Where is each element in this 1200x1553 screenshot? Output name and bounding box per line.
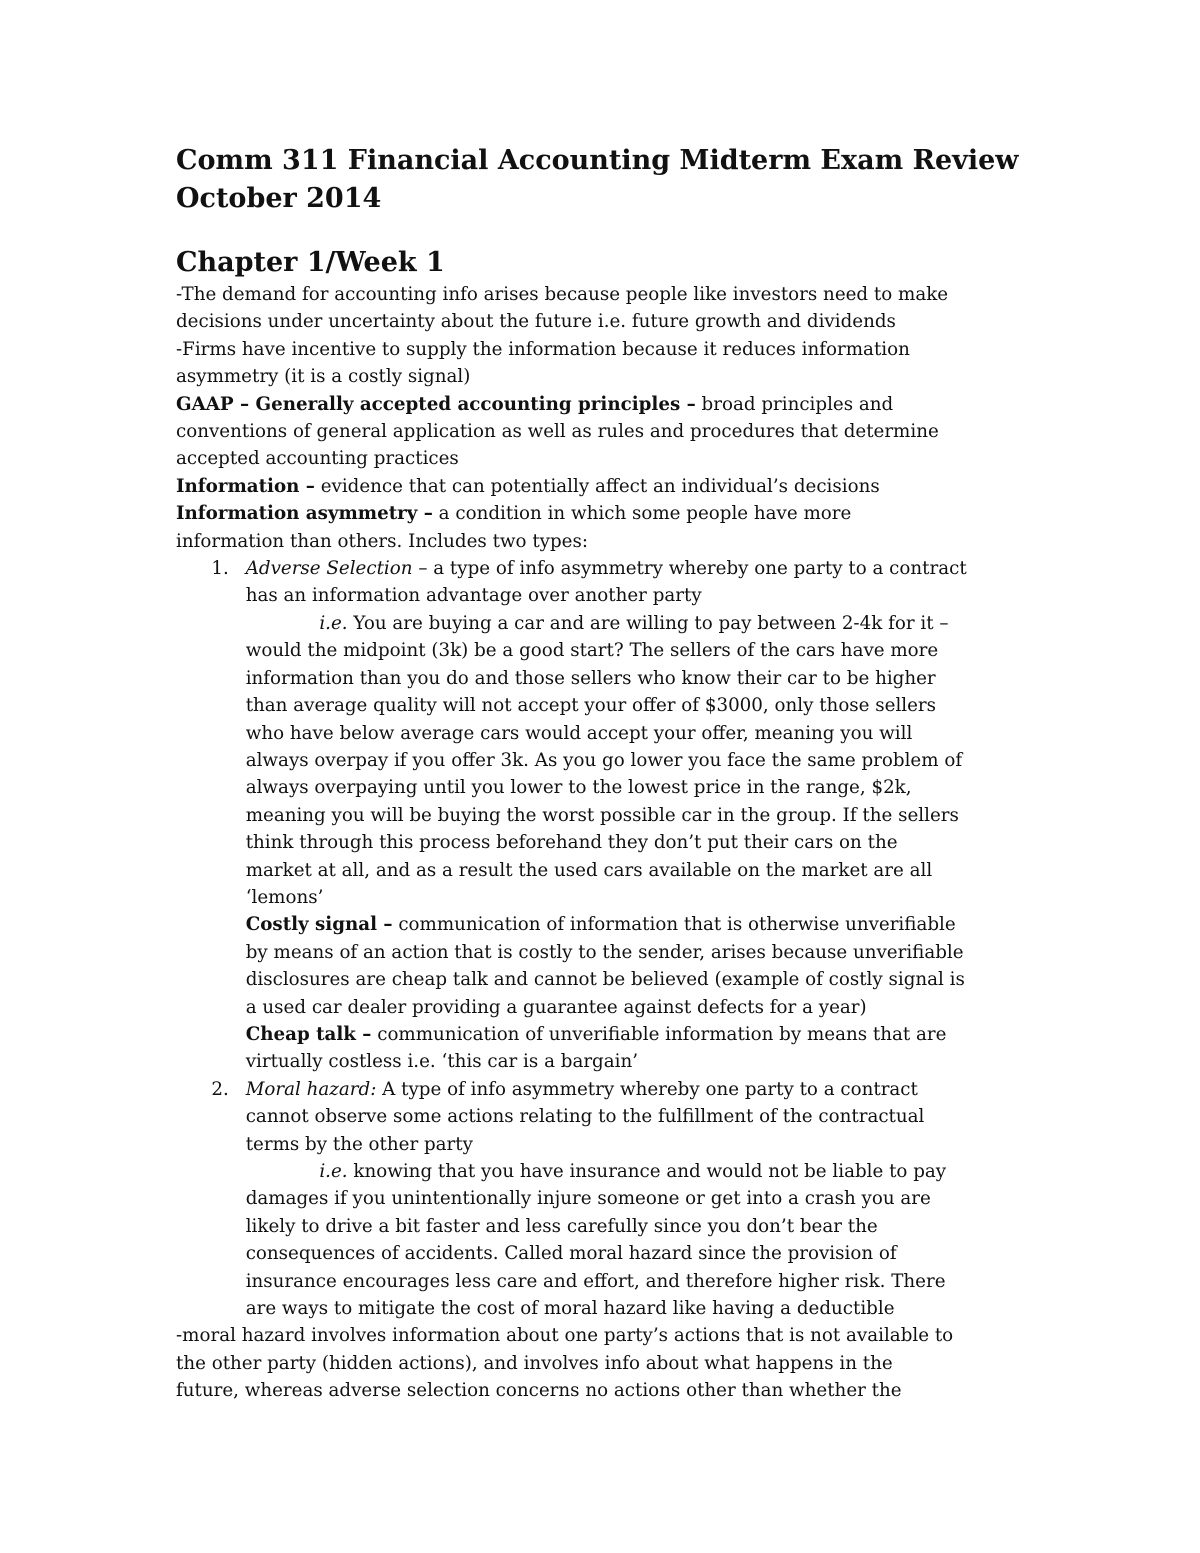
adverse-selection-text: – a type of info asymmetry whereby one party to a contract bbox=[412, 558, 967, 580]
example-ie: i.e. bbox=[319, 1161, 348, 1182]
costly-signal-line: disclosures are cheap talk and cannot be believed (example of costly signal is bbox=[245, 969, 965, 991]
example-line: information than you do and those sellers who know their car to be higher bbox=[245, 667, 936, 689]
information-text: evidence that can potentially affect an individual’s decisions bbox=[314, 475, 880, 497]
example-line: who have below average cars would accept your offer, meaning you will bbox=[245, 722, 913, 744]
title-line-2: October 2014 bbox=[176, 183, 382, 214]
example-line: likely to drive a bit faster and less carefully since you don’t bear the bbox=[245, 1215, 878, 1237]
example-line: than average quality will not accept your offer of $3000, only those sellers bbox=[245, 695, 937, 717]
moral-hazard-text: A type of info asymmetry whereby one party to a contract bbox=[376, 1078, 918, 1100]
costly-signal-definition bbox=[176, 911, 1040, 938]
moral-hazard-term: Moral hazard: bbox=[245, 1078, 377, 1100]
closing-line: -moral hazard involves information about one party’s actions that is not available to bbox=[176, 1325, 954, 1347]
info-asymmetry-line: information than others. Includes two types: bbox=[176, 530, 588, 552]
cheap-talk-line: virtually costless i.e. ‘this car is a bargain’ bbox=[245, 1051, 639, 1073]
example-line: consequences of accidents. Called moral hazard since the provision of bbox=[245, 1243, 897, 1265]
example-line: think through this process beforehand they don’t put their cars on the bbox=[245, 832, 898, 854]
intro-line: -The demand for accounting info arises because people like investors need to make bbox=[176, 284, 949, 305]
intro-line: asymmetry (it is a costly signal) bbox=[176, 366, 471, 388]
example-line: meaning you will be buying the worst possible car in the group. If the sellers bbox=[245, 804, 959, 826]
document-title bbox=[176, 142, 1076, 218]
document-body bbox=[176, 281, 1056, 1405]
example-line: are ways to mitigate the cost of moral hazard like having a deductible bbox=[245, 1298, 895, 1320]
cheap-talk-definition bbox=[176, 1021, 1040, 1048]
example-line: ‘lemons’ bbox=[245, 886, 324, 908]
example-line: always overpaying until you lower to the lowest price in the range, $2k, bbox=[245, 777, 912, 799]
example-line: always overpay if you offer 3k. As you go lower you face the same problem of bbox=[245, 749, 963, 771]
example-line: would the midpoint (3k) be a good start? The sellers of the cars have more bbox=[245, 640, 939, 662]
information-definition bbox=[176, 473, 1040, 500]
adverse-selection-term: Adverse Selection bbox=[245, 558, 413, 580]
gaap-line: conventions of general application as well as rules and procedures that determine bbox=[176, 421, 939, 443]
moral-hazard-line: cannot observe some actions relating to the fulfillment of the contractual bbox=[245, 1106, 925, 1128]
gaap-definition bbox=[176, 391, 1040, 418]
info-asymmetry-text: a condition in which some people have more bbox=[432, 503, 852, 525]
intro-line: decisions under uncertainty about the future i.e. future growth and dividends bbox=[176, 311, 896, 333]
closing-line: future, whereas adverse selection concerns no actions other than whether the bbox=[176, 1380, 902, 1402]
costly-signal-line: by means of an action that is costly to the sender, arises because unverifiable bbox=[245, 941, 964, 963]
example-line: insurance encourages less care and effort, and therefore higher risk. There bbox=[245, 1270, 946, 1292]
example-line: damages if you unintentionally injure someone or get into a crash you are bbox=[245, 1188, 931, 1210]
example-line: market at all, and as a result the used cars available on the market are all bbox=[245, 859, 933, 881]
adverse-selection-line: has an information advantage over another party bbox=[245, 585, 702, 607]
example-text: You are buying a car and are willing to pay between 2-4k for it – bbox=[347, 612, 949, 634]
list-number: 1. bbox=[211, 558, 229, 580]
information-term: Information – bbox=[176, 475, 315, 497]
moral-hazard-example bbox=[176, 1158, 1040, 1185]
list-item-adverse-selection bbox=[176, 555, 1040, 582]
adverse-selection-example bbox=[176, 610, 1040, 637]
gaap-term: GAAP – Generally accepted accounting principles – bbox=[176, 393, 696, 415]
example-ie: i.e. bbox=[319, 612, 348, 634]
cheap-talk-text: communication of unverifiable information by means that are bbox=[371, 1023, 947, 1045]
title-line-1: Comm 311 Financial Accounting Midterm Exam Review bbox=[176, 145, 1019, 176]
costly-signal-line: a used car dealer providing a guarantee against defects for a year) bbox=[245, 996, 867, 1018]
list-item-moral-hazard bbox=[176, 1076, 1040, 1103]
closing-line: the other party (hidden actions), and involves info about what happens in the bbox=[176, 1352, 893, 1374]
intro-line: -Firms have incentive to supply the information because it reduces information bbox=[176, 338, 910, 360]
info-asymmetry-definition bbox=[176, 500, 1040, 527]
gaap-line: accepted accounting practices bbox=[176, 448, 459, 470]
list-number: 2. bbox=[211, 1078, 229, 1100]
cheap-talk-term: Cheap talk – bbox=[245, 1023, 372, 1045]
chapter-heading: Chapter 1/Week 1 bbox=[176, 247, 445, 278]
costly-signal-term: Costly signal – bbox=[245, 914, 393, 936]
example-text: knowing that you have insurance and would not be liable to pay bbox=[347, 1161, 947, 1182]
info-asymmetry-term: Information asymmetry – bbox=[176, 503, 433, 525]
gaap-text: broad principles and bbox=[695, 393, 894, 415]
costly-signal-text: communication of information that is otherwise unverifiable bbox=[392, 914, 956, 936]
moral-hazard-line: terms by the other party bbox=[245, 1133, 473, 1155]
